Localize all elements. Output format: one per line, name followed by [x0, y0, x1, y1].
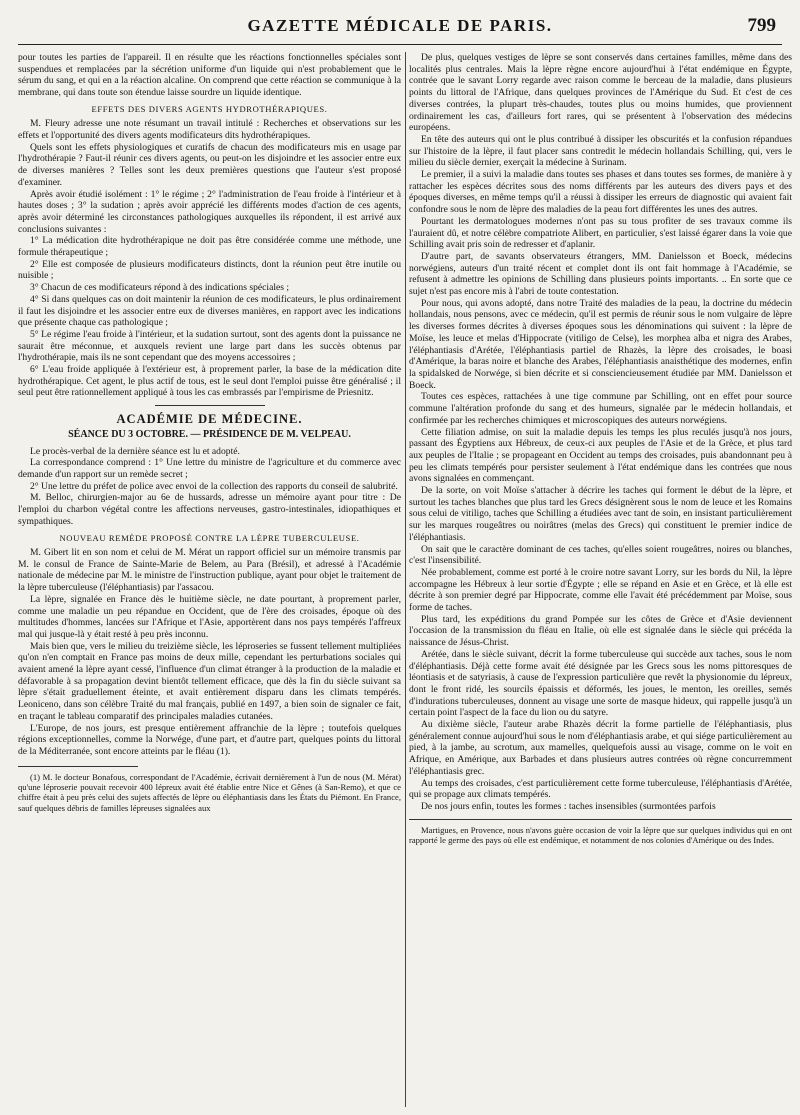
paragraph: Pour nous, qui avons adopté, dans notre Traité des maladies de la peau, la doctrine du médecin hollandais, nous pensons, avec ce médecin, qu'il est permis de réunir sous le nom vulgaire de lèpre les diverses formes décrites à diverses époques sous les dénominations qui suivent : la lèpre de Moïse, les leuce et melas d'Hippocrate (vitiligo de Celse), les morphea alba et nigra des Arabes, l'éléphantiasis d'Arétée, l'éléphantiasis partiel de Rhazès, la lèpre des croisades, le boasi d'Amérique, la baras noire et blanche des Arabes, l'éléphantiasis anaisthétique des modernes, enfin la spidalsked de Norwége, si bien décrite et si consciencieusement étudiée par MM. Danielsson et Boeck. — [409, 297, 792, 391]
paragraph: 6° L'eau froide appliquée à l'extérieur est, à proprement parler, la base de la médication dite hydrothérapique. Cet agent, le plus actif de tous, est le seul dont l'emploi puisse être généralisé ; il seul peut être rationnellement appliqué à tous les cas embrassés par l'empirisme de Priesnitz. — [18, 364, 401, 399]
text-columns — [18, 52, 792, 1107]
paragraph: Pourtant les dermatologues modernes n'ont pas su tous profiter de ses travaux comme ils l'auraient dû, et notre célèbre compatriote Alibert, en particulier, s'est laissé égarer dans la voie que Schilling avait pris soin de redresser et d'aplanir. — [409, 215, 792, 251]
left-column — [18, 52, 401, 1107]
paragraph: Mais bien que, vers le milieu du treizième siècle, les léproseries se fussent tellement multipliées qu'on n'en comptait en France pas moins de deux mille, cependant les perturbations sociales qui avaient amené la lèpre ayant cessé, l'influence d'un climat étranger à la production de la maladie et défavorable à sa propagation devint bientôt tellement efficace, que dès la fin du siècle suivant sa lèpre s'était graduellement éteinte, et avait entièrement disparu dans les climats tempérés. Leoniceno, dans son célèbre Traité du mal français, publié en 1497, a bien soin de signaler ce fait, en traçant le tableau comparatif des principales maladies cutanées. — [18, 640, 401, 722]
paragraph: Après avoir étudié isolément : 1° le régime ; 2° l'administration de l'eau froide à l'intérieur et à hautes doses ; 3° la sudation ; après avoir apprécié les différents modes d'action de ces agents, après avoir déterminé les circonstances pathologiques auxquelles ils répondent, il est arrivé aux conclusions suivantes : — [18, 188, 401, 235]
footnote-divider — [409, 819, 792, 820]
paragraph: Née probablement, comme est porté à le croire notre savant Lorry, sur les bords du Nil, la lèpre accompagne les Hébreux à leur sortie d'Égypte ; elle se répand en Asie et en Grèce, et là elle est décrite à son premier degré par Hippocrate, comme elle l'avait été précédemment par Moïse, sous forme de taches. — [409, 566, 792, 614]
paragraph: Au temps des croisades, c'est particulièrement cette forme tuberculeuse, l'éléphantiasis d'Arétée, qui se propage aux climats tempérés. — [409, 777, 792, 801]
paragraph: 2° Une lettre du préfet de police avec envoi de la collection des rapports du conseil de salubrité. — [30, 480, 398, 492]
section-title: ACADÉMIE DE MÉDECINE. — [116, 412, 303, 427]
paragraph: De plus, quelques vestiges de lèpre se sont conservés dans certaines familles, même dans des localités plus centrales. Mais la lèpre règne encore aujourd'hui à l'état endémique en Égypte, contrée que le savant Lorry regarde avec raison comme le berceau de la maladie, dans plusieurs points du littoral de l'Afrique, dans quelques provinces de l'Amérique du Sud. Et c'est de ces diverses contrées, la plupart très-chaudes, toutes plus ou moins humides, que proviennent ordinairement les cas, d'ailleurs fort rares, qui se présentent à l'observation des médecins européens. — [409, 52, 792, 134]
footnote: (1) M. le docteur Bonafous, correspondant de l'Académie, écrivait dernièrement à l'un de nous (M. Mérat) qu'une léproserie pouvait recevoir 400 lépreux avait été établie entre Nice et Gênes (à San-Remo), et que ce chiffre était à peu près celui des sujets affectés de lèpre ou éléphantiasis dans les États du Piémont. En France, sauf quelques débris de familles lépreuses signalées aux — [18, 771, 401, 813]
paragraph: 3° Chacun de ces modificateurs répond à des indications spéciales ; — [30, 282, 290, 294]
paragraph: De la sorte, on voit Moïse s'attacher à décrire les taches qui forment le début de la lèpre, et surtout les taches blanches que plus tard les Grecs désignèrent sous le nom de leuce et les Romains sous celui de vitiligo, taches que Schilling a étudiées avec tant de soin, en insistant particulièrement sur les marques rougeâtres ou noirâtres (melas des Grecs) qui constituent le premier indice de l'éléphantiasis. — [409, 485, 792, 543]
subsection-heading: NOUVEAU REMÈDE PROPOSÉ CONTRE LA LÈPRE TUBERCULEUSE. — [59, 532, 360, 543]
footnote-continuation: Martigues, en Provence, nous n'avons guère occasion de voir la lèpre que sur quelques individus qui en ont rapporté le germe des pays où elle est endémique, et notamment de nos colonies d'Amérique ou des Indes. — [409, 824, 792, 846]
paragraph: M. Fleury adresse une note résumant un travail intitulé : Recherches et observations sur les effets et l'opportunité des divers agents modificateurs dits hydrothérapiques. — [18, 118, 401, 141]
paragraph: Plus tard, les expéditions du grand Pompée sur les côtes de Grèce et d'Asie deviennent l'occasion de la transmission du fléau en Italie, où elle est signalée dans le siècle qui précéda la naissance de Jésus-Christ. — [409, 613, 792, 649]
paragraph: En tête des auteurs qui ont le plus contribué à dissiper les obscurités et la confusion répandues sur l'histoire de la lèpre, il faut placer sans contredit le médecin hollandais Schilling, qui, vers le milieu du siècle dernier, exerçait la médecine à Surinam. — [409, 133, 792, 169]
paragraph: La correspondance comprend : 1° Une lettre du ministre de l'agriculture et du commerce avec demande d'un rapport sur un remède secret ; — [18, 457, 401, 481]
paragraph: M. Gibert lit en son nom et celui de M. Mérat un rapport officiel sur un mémoire transmis par M. le consul de France de Sainte-Marie de Belem, au Para (Brésil), et adressé à l'Académie nationale de médecine par M. le ministre de l'instruction publique, ayant pour objet le traitement de la lèpre tuberculeuse (l'éléphantiasis) par l'assacou. — [18, 547, 401, 594]
session-heading: SÉANCE DU 3 OCTOBRE. — PRÉSIDENCE DE M. VELPEAU. — [68, 429, 351, 441]
subsection-heading: EFFETS DES DIVERS AGENTS HYDROTHÉRAPIQUES. — [91, 103, 328, 114]
paragraph: Au dixième siècle, l'auteur arabe Rhazès décrit la forme partielle de l'éléphantiasis, plus généralement connue aujourd'hui sous le nom d'éléphantiasis arabe, et qui siége particulièrement au pied, à la jambe, au scrotum, aux mamelles, quelquefois aussi au visage, comme on le voit en Afrique, en Amérique, aux Barbades et dans plusieurs autres contrées où règne concurremment l'éléphantiasis grec. — [409, 719, 792, 777]
paragraph: M. Belloc, chirurgien-major au 6e de hussards, adresse un mémoire ayant pour titre : De l'emploi du charbon végétal contre les affections nerveuses, gastro-intestinales, idiopathiques et sympathiques. — [18, 492, 401, 527]
paragraph: Cette filiation admise, on suit la maladie depuis les temps les plus reculés jusqu'à nos jours, passant des Égyptiens aux Hébreux, de ceux-ci aux peuples de l'Asie et de la Grèce, et plus tard aux peuples de l'Italie ; se propageant en Occident au temps des croisades, puis abandonnant peu à peu les climats tempérés pour persister seulement à l'état endémique dans les contrées que nous avons signalées en commençant. — [409, 426, 792, 485]
paragraph: Arétée, dans le siècle suivant, décrit la forme tuberculeuse qui succède aux taches, sous le nom d'éléphantiasis. Déjà cette forme avait été désignée par les Grecs sous les noms pittoresques de léontiasis et de satyriasis, à cause de l'expression particulière que revêt la physionomie du lépreux, dont le front ridé, les sourcils épaissis et déformés, les joues, le menton, les oreilles, semés d'indurations tuberculeuses, donnent au visage une sorte de masque hideux, qui rappelle jusqu'à un certain point l'aspect de la face du lion ou du satyre. — [409, 648, 792, 719]
footnote-divider — [18, 766, 138, 767]
paragraph: La lèpre, signalée en France dès le huitième siècle, ne date pourtant, à proprement parler, comme une maladie un peu répandue en Occident, que de l'ère des croisades, époque où des multitudes d'hommes, lancées sur l'Afrique et l'Asie, apportèrent dans nos pays tempérés l'affreux mal qui jusque-là y était resté à peu près inconnu. — [18, 593, 401, 640]
paragraph: 4° Si dans quelques cas on doit maintenir la réunion de ces modificateurs, le plus ordinairement il faut les disjoindre et les associer entre eux de diverses manières, en rapport avec les indications que présente chaque cas pathologique ; — [18, 293, 401, 329]
paragraph: D'autre part, de savants observateurs étrangers, MM. Danielsson et Boeck, médecins norwégiens, auteurs d'un traité récent et complet dont ils ont fait hommage à l'Académie, se refusent à admettre les opinions de Schilling dans plusieurs points importants. .. En sorte que ce sujet n'est pas encore mis à l'abri de toute contestation. — [409, 250, 792, 298]
paragraph: 1° La médication dite hydrothérapique ne doit pas être considérée comme une méthode, une formule thérapeutique ; — [18, 235, 401, 259]
section-divider — [155, 405, 265, 406]
right-column — [409, 52, 792, 1107]
column-rule — [405, 52, 406, 1107]
paragraph: L'Europe, de nos jours, est presque entièrement affranchie de la lèpre ; toutefois quelques régions exceptionnelles, comme la Norwége, d'une part, et d'autre part, quelques points du littoral de la Méditerranée, sont encore atteints par le fléau (1). — [18, 722, 401, 757]
journal-title: GAZETTE MÉDICALE DE PARIS. — [247, 16, 553, 35]
paragraph: pour toutes les parties de l'appareil. Il en résulte que les réactions fonctionnelles spéciales sont suspendues et remplacées par la sécrétion uniforme d'un liquide qui n'est probablement que le sérum du sang, et qui en a la réaction alcaline. On comprend que cette réaction se communique à la membrane, qui dans toute son étendue laisse sourdre un liquide identique. — [18, 52, 401, 99]
paragraph: 5° Le régime l'eau froide à l'intérieur, et la sudation surtout, sont des agents dont la puissance ne saurait être méconnue, et auxquels revient une large part dans les succès obtenus par l'hydrothérapie, mais ils ne sont cependant que des moyens accessoires ; — [18, 328, 401, 364]
paragraph: Le premier, il a suivi la maladie dans toutes ses phases et dans toutes ses formes, de manière à y rattacher les espèces décrites sous des noms différents par les auteurs des divers pays et des époques diverses, en même temps qu'il a réussi à dissiper les erreurs de diagnostic qui avaient fait confondre sous le nom de lèpre des maladies de la peau fort différentes les unes des autres. — [409, 169, 792, 216]
paragraph: De nos jours enfin, toutes les formes : taches insensibles (surmontées parfois — [421, 801, 716, 812]
paragraph: Le procès-verbal de la dernière séance est lu et adopté. — [30, 445, 240, 457]
page-header — [18, 14, 782, 45]
paragraph: 2° Elle est composée de plusieurs modificateurs distincts, dont la réunion peut être inutile ou nuisible ; — [18, 258, 401, 282]
paragraph: Quels sont les effets physiologiques et curatifs de chacun des modificateurs mis en usage par l'hydrothérapie ? Faut-il réunir ces divers agents, ou peut-on les disjoindre et les associer entre eux de diverses manières ? Telles sont les deux premières questions que l'auteur s'est proposé d'examiner. — [18, 141, 401, 188]
paragraph: On sait que le caractère dominant de ces taches, qu'elles soient rougeâtres, noires ou blanches, c'est l'insensibilité. — [409, 543, 792, 567]
paragraph: Toutes ces espèces, rattachées à une tige commune par Schilling, ont en effet pour source commune l'altération profonde du sang et des humeurs, signalée par le médecin hollandais, et confirmée par les recherches chimiques et microscopiques des auteurs norwégiens. — [409, 391, 792, 426]
page-number: 799 — [747, 15, 776, 36]
